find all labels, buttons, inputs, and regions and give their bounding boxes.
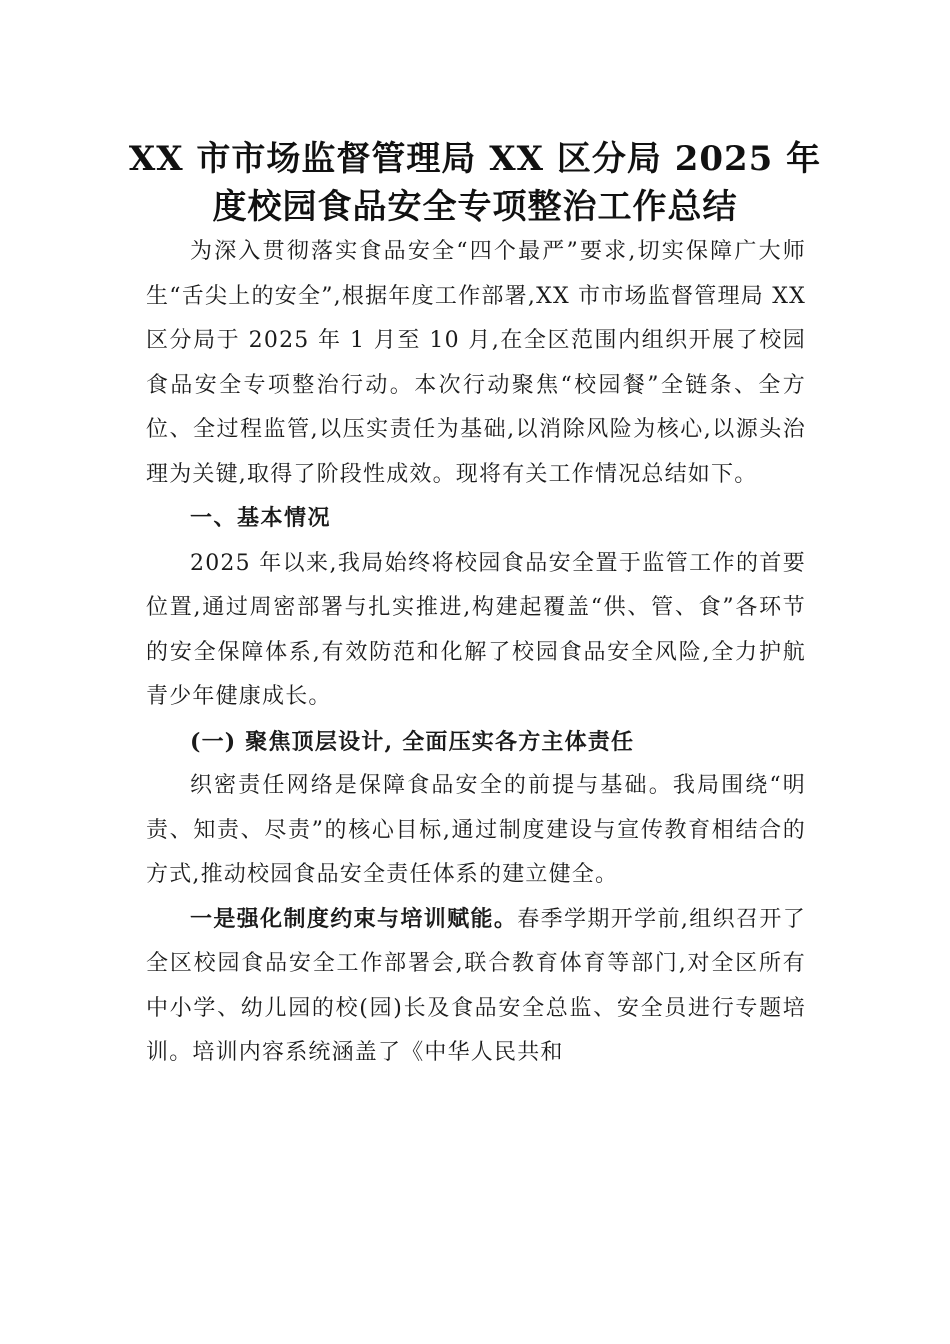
title-line-1: XX 市市场监督管理局 XX 区分局 2025 年 — [128, 138, 822, 179]
point-1-text: 春季学期开学前,组织召开了全区校园食品安全工作部署会,联合教育体育等部门,对全区所有中小学、幼儿园的校(园)长及食品安全总监、安全员进行专题培训。培训内容系统涵盖了《中华人民共和 — [146, 906, 806, 1065]
subsection-1-paragraph: 织密责任网络是保障食品安全的前提与基础。我局围绕“明责、知责、尽责”的核心目标,通过制度建设与宣传教育相结合的方式,推动校园食品安全责任体系的建立健全。 — [146, 773, 806, 887]
section-1-heading: 一、基本情况 — [190, 506, 332, 531]
title-line-2: 度校园食品安全专项整治工作总结 — [212, 186, 738, 227]
subsection-1-heading: (一) 聚焦顶层设计, 全面压实各方主体责任 — [190, 728, 635, 755]
intro-paragraph: 为深入贯彻落实食品安全“四个最严”要求,切实保障广大师生“舌尖上的安全”,根据年度工作部署,XX 市市场监督管理局 XX 区分局于 2025 年 1 月至 10 月,在全区范围内组织开展了校园食品安全专项整治行动。本次行动聚焦“校园餐”全链条、全方位、全过程监管,以压实责任为基础,以消除风险为核心,以源头治理为关键,取得了阶段性成效。现将有关工作情况总结如下。 — [146, 239, 806, 487]
point-1-lead: 一是强化制度约束与培训赋能。 — [190, 906, 518, 932]
document-title — [120, 135, 830, 231]
point-1-paragraph — [146, 898, 806, 1076]
section-1-paragraph: 2025 年以来,我局始终将校园食品安全置于监管工作的首要位置,通过周密部署与扎实推进,构建起覆盖“供、管、食”各环节的安全保障体系,有效防范和化解了校园食品安全风险,全力护航青少年健康成长。 — [146, 550, 806, 709]
document-body — [146, 230, 806, 1076]
